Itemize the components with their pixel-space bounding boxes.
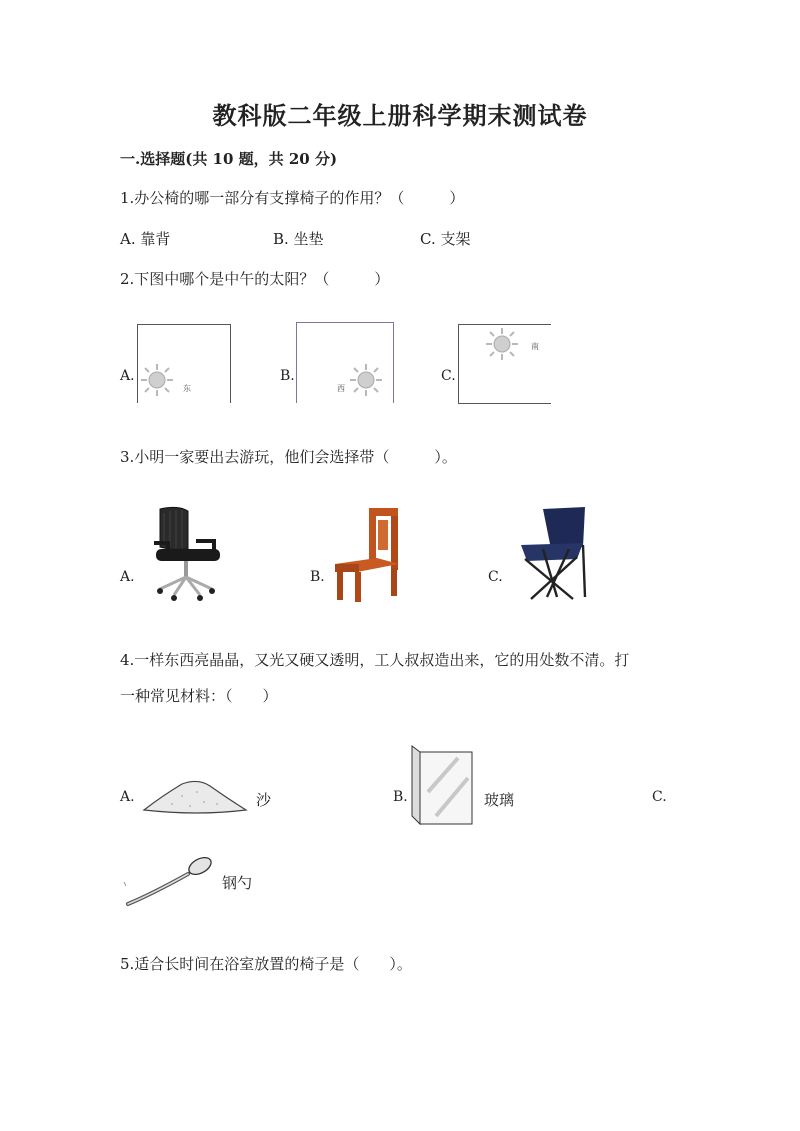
q3-label-c: C. xyxy=(488,569,503,585)
direction-label: 东 xyxy=(183,384,191,393)
folding-chair-image xyxy=(513,505,589,603)
q3-label-b: B. xyxy=(310,569,325,585)
wooden-chair-image xyxy=(333,506,403,602)
q2-sun-frame-b xyxy=(296,322,394,403)
steel-spoon-image xyxy=(122,852,214,910)
q2-label-b: B. xyxy=(280,368,295,384)
q4-label-b: B. xyxy=(393,789,408,805)
question-1: 1.办公椅的哪一部分有支撑椅子的作用？（ ） xyxy=(120,189,465,207)
question-5: 5.适合长时间在浴室放置的椅子是（ ）。 xyxy=(120,955,412,973)
page-title: 教科版二年级上册科学期末测试卷 xyxy=(212,101,588,130)
q1-option-a: A. 靠背 xyxy=(120,230,171,248)
q2-sun-frame-c xyxy=(458,324,551,404)
q4-name-b: 玻璃 xyxy=(484,791,515,809)
q2-sun-frame-a xyxy=(137,324,231,403)
sun-icon xyxy=(485,327,519,361)
direction-label: 南 xyxy=(531,342,539,351)
q2-label-c: C. xyxy=(441,368,456,384)
sun-icon xyxy=(140,363,174,397)
glass-pane-image xyxy=(410,744,474,826)
q4-label-c: C. xyxy=(652,789,667,805)
q1-option-b: B. 坐垫 xyxy=(273,230,324,248)
section-heading: 一.选择题(共 10 题，共 20 分) xyxy=(120,150,338,168)
q4-label-a: A. xyxy=(120,789,135,805)
office-chair-image xyxy=(148,505,224,603)
direction-label: 西 xyxy=(337,384,345,393)
q2-label-a: A. xyxy=(120,368,135,384)
q4-name-a: 沙 xyxy=(256,791,272,809)
question-4-line-2: 一种常见材料：（ ） xyxy=(120,687,278,705)
q4-name-c: 钢勺 xyxy=(222,874,253,892)
q1-option-c: C. 支架 xyxy=(420,230,471,248)
question-4-line-1: 4.一样东西亮晶晶，又光又硬又透明，工人叔叔造出来，它的用处数不清。打 xyxy=(120,651,630,669)
sand-pile-image xyxy=(142,776,248,816)
question-2: 2.下图中哪个是中午的太阳？（ ） xyxy=(120,270,390,288)
question-3: 3.小明一家要出去游玩，他们会选择带（ ）。 xyxy=(120,448,457,466)
q3-label-a: A. xyxy=(120,569,135,585)
sun-icon xyxy=(349,363,383,397)
